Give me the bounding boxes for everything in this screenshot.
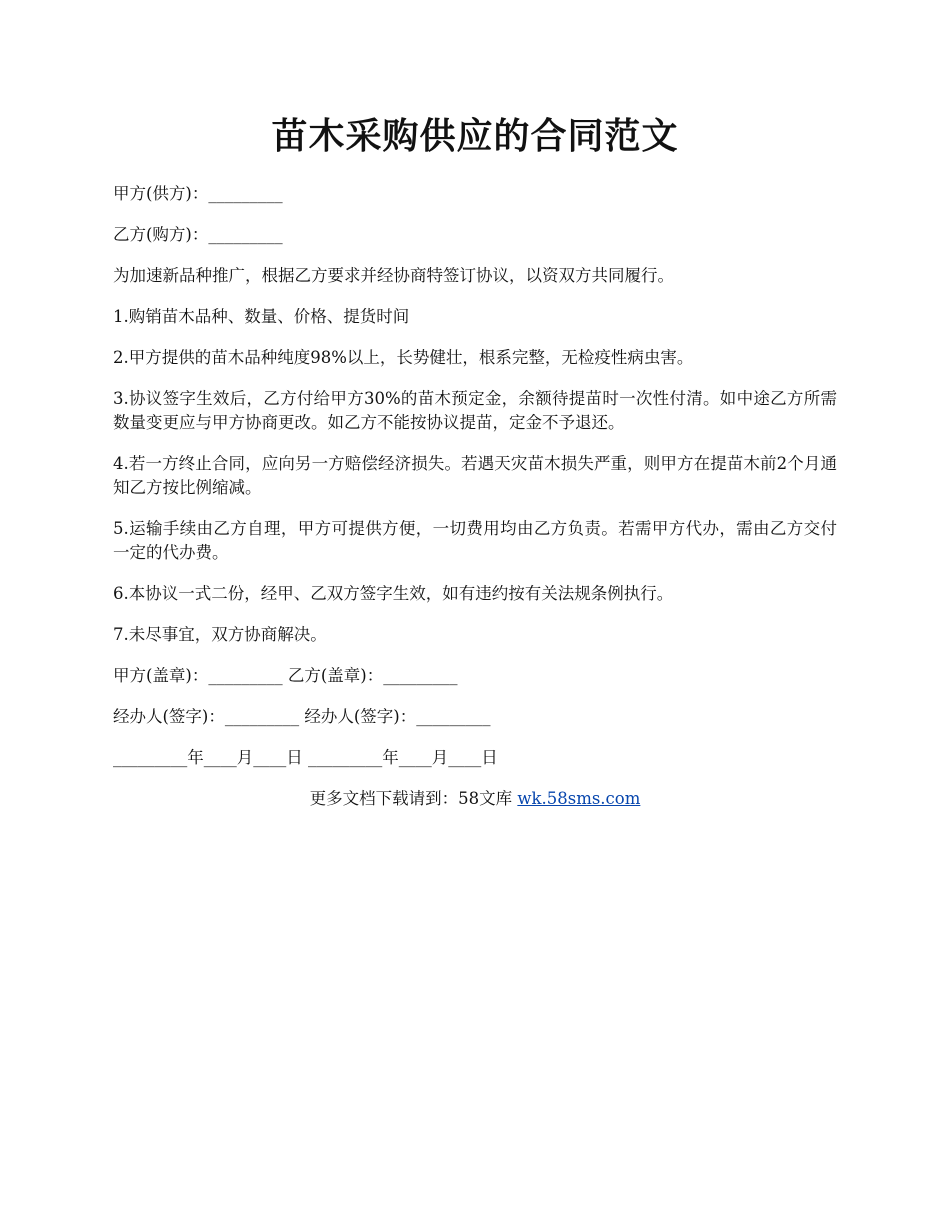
party-b-buyer: 乙方(购方)：_________: [113, 225, 283, 244]
clause-5: 5.运输手续由乙方自理，甲方可提供方便，一切费用均由乙方负责。若需甲方代办，需由乙方交付一定的代办费。: [113, 519, 837, 562]
seal-line: 甲方(盖章)：_________ 乙方(盖章)：_________: [113, 666, 458, 685]
party-a-supplier: 甲方(供方)：_________: [113, 184, 283, 203]
clause-3: 3.协议签字生效后，乙方付给甲方30%的苗木预定金，余额待提苗时一次性付清。如中途乙方所需数量变更应与甲方协商更改。如乙方不能按协议提苗，定金不予退还。: [113, 389, 837, 432]
clause-4: 4.若一方终止合同，应向另一方赔偿经济损失。若遇天灾苗木损失严重，则甲方在提苗木前2个月通知乙方按比例缩减。: [113, 454, 837, 497]
clause-7: 7.未尽事宜，双方协商解决。: [113, 625, 327, 644]
signature-line: 经办人(签字)：_________ 经办人(签字)：_________: [113, 707, 491, 726]
clause-2: 2.甲方提供的苗木品种纯度98%以上，长势健壮，根系完整，无检疫性病虫害。: [113, 348, 694, 367]
footer-note: [113, 787, 837, 811]
clause-1: 1.购销苗木品种、数量、价格、提货时间: [113, 307, 410, 326]
date-line: _________年____月____日 _________年____月____日: [113, 748, 498, 767]
clause-6: 6.本协议一式二份，经甲、乙双方签字生效，如有违约按有关法规条例执行。: [113, 584, 674, 603]
footer-text: 更多文档下载请到：58文库: [309, 789, 518, 808]
preamble-paragraph: 为加速新品种推广，根据乙方要求并经协商特签订协议，以资双方共同履行。: [113, 266, 674, 285]
footer-link[interactable]: wk.58sms.com: [517, 789, 641, 808]
document-title: 苗木采购供应的合同范文: [271, 115, 679, 157]
